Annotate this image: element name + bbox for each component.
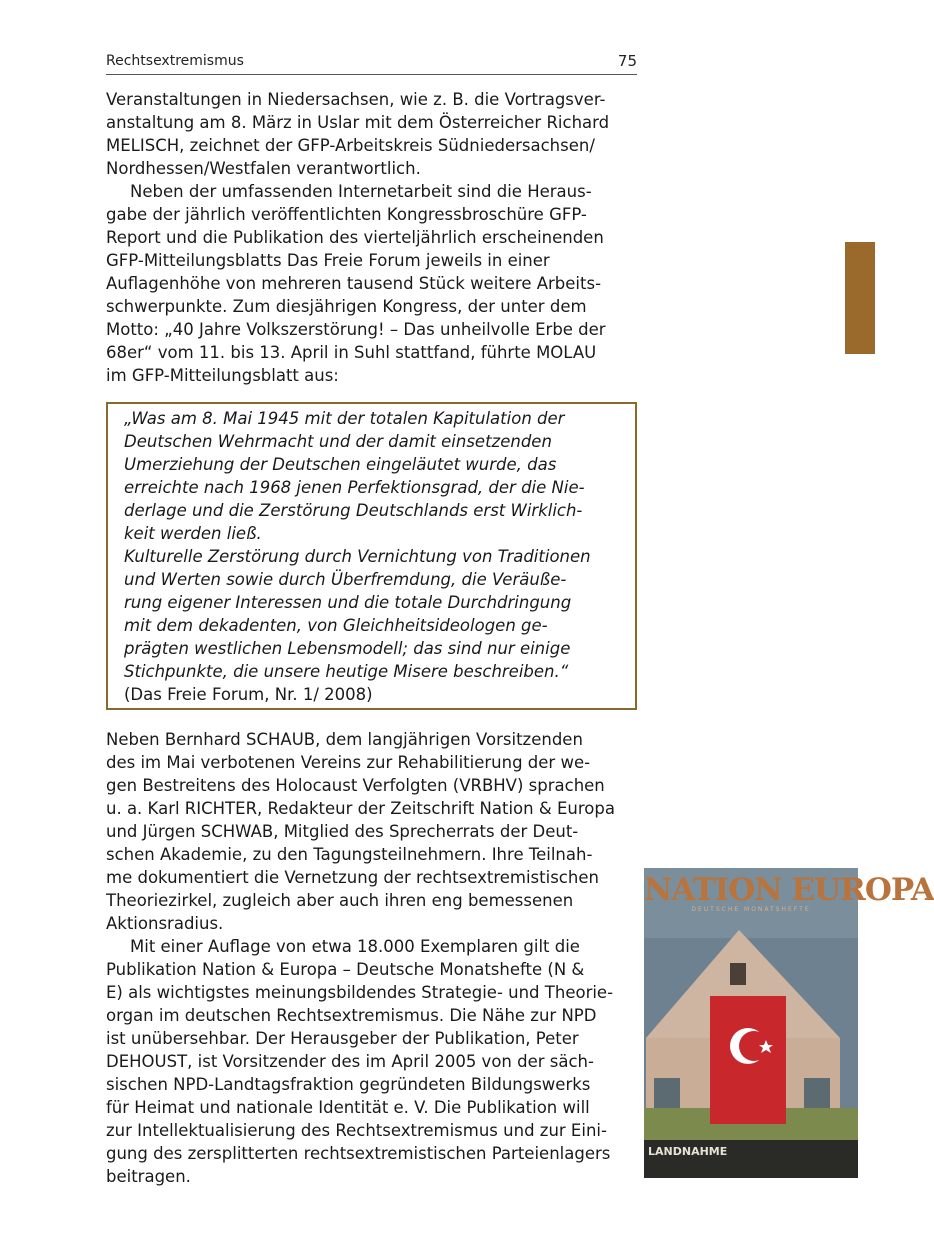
text-line: schen Akademie, zu den Tagungsteilnehmern. Ihre Teilnah- — [106, 845, 593, 864]
text-line: gen Bestreitens des Holocaust Verfolgten (VRBHV) sprachen — [106, 776, 605, 795]
quote-line: „Was am 8. Mai 1945 mit der totalen Kapitulation der — [124, 409, 565, 428]
text-line: gung des zersplitterten rechtsextremistischen Parteienlagers — [106, 1144, 611, 1163]
running-title: Rechtsextremismus — [106, 53, 244, 69]
magazine-cover-image — [644, 868, 934, 1178]
cover-caption: LANDNAHME — [648, 1145, 728, 1158]
paragraph-top — [106, 88, 637, 387]
quote-line: derlage und die Zerstörung Deutschlands erst Wirklich- — [124, 501, 583, 520]
text-line: Mit einer Auflage von etwa 18.000 Exemplaren gilt die — [130, 937, 580, 956]
text-line: Neben der umfassenden Internetarbeit sind die Heraus- — [130, 182, 592, 201]
text-line: anstaltung am 8. März in Uslar mit dem Österreicher Richard — [106, 113, 610, 132]
text-line: des im Mai verbotenen Vereins zur Rehabilitierung der we- — [106, 753, 591, 772]
cover-illustration — [644, 868, 934, 1178]
quote-box — [106, 402, 637, 710]
text-line: schwerpunkte. Zum diesjährigen Kongress, der unter dem — [106, 297, 587, 316]
text-line: sischen NPD-Landtagsfraktion gegründeten Bildungswerks — [106, 1075, 591, 1094]
cover-subtitle: DEUTSCHE MONATSHEFTE — [691, 906, 811, 913]
quote-line: erreichte nach 1968 jenen Perfektionsgrad, der die Nie- — [124, 478, 585, 497]
text-line: E) als wichtigstes meinungsbildendes Strategie- und Theorie- — [106, 983, 614, 1002]
quote-line: keit werden ließ. — [124, 524, 262, 543]
text-line: beitragen. — [106, 1167, 191, 1186]
quote-line: Stichpunkte, die unsere heutige Misere beschreiben.“ — [124, 662, 569, 681]
text-line: me dokumentiert die Vernetzung der rechtsextremistischen — [106, 868, 599, 887]
text-line: Aktionsradius. — [106, 914, 224, 933]
paragraph-bottom — [106, 728, 637, 1188]
text-line: Veranstaltungen in Niedersachsen, wie z. B. die Vortragsver- — [106, 90, 606, 109]
text-line: im GFP-Mitteilungsblatt aus: — [106, 366, 339, 385]
text-line: DEHOUST, ist Vorsitzender des im April 2005 von der säch- — [106, 1052, 594, 1071]
text-line: ist unübersehbar. Der Herausgeber der Publikation, Peter — [106, 1029, 579, 1048]
text-line: gabe der jährlich veröffentlichten Kongressbroschüre GFP- — [106, 205, 587, 224]
cover-title: NATION EUROPA — [644, 872, 934, 908]
text-line: Auflagenhöhe von mehreren tausend Stück weitere Arbeits- — [106, 274, 602, 293]
page-header — [106, 52, 637, 75]
chapter-thumb-tab — [845, 242, 875, 354]
text-line: 68er“ vom 11. bis 13. April in Suhl stattfand, führte MOLAU — [106, 343, 597, 362]
quote-source: (Das Freie Forum, Nr. 1/ 2008) — [124, 685, 373, 704]
text-line: Publikation Nation & Europa – Deutsche Monatshefte (N & — [106, 960, 585, 979]
quote-line: Deutschen Wehrmacht und der damit einsetzenden — [124, 432, 552, 451]
text-line: zur Intellektualisierung des Rechtsextremismus und zur Eini- — [106, 1121, 607, 1140]
blockquote — [124, 407, 629, 706]
quote-line: mit dem dekadenten, von Gleichheitsideologen ge- — [124, 616, 548, 635]
text-line: Nordhessen/Westfalen verantwortlich. — [106, 159, 421, 178]
quote-line: Kulturelle Zerstörung durch Vernichtung von Traditionen — [124, 547, 591, 566]
text-line: organ im deutschen Rechtsextremismus. Die Nähe zur NPD — [106, 1006, 597, 1025]
quote-line: und Werten sowie durch Überfremdung, die Veräuße- — [124, 570, 567, 589]
text-line: Motto: „40 Jahre Volkszerstörung! – Das unheilvolle Erbe der — [106, 320, 606, 339]
text-line: für Heimat und nationale Identität e. V. Die Publikation will — [106, 1098, 590, 1117]
text-line: MELISCH, zeichnet der GFP-Arbeitskreis Südniedersachsen/ — [106, 136, 595, 155]
quote-line: rung eigener Interessen und die totale Durchdringung — [124, 593, 572, 612]
page-number: 75 — [617, 52, 637, 70]
text-line: Theoriezirkel, zugleich aber auch ihren eng bemessenen — [106, 891, 574, 910]
quote-line: Umerziehung der Deutschen eingeläutet wurde, das — [124, 455, 557, 474]
quote-line: prägten westlichen Lebensmodell; das sind nur einige — [124, 639, 571, 658]
text-line: und Jürgen SCHWAB, Mitglied des Sprecherrats der Deut- — [106, 822, 579, 841]
text-line: GFP-Mitteilungsblatts Das Freie Forum jeweils in einer — [106, 251, 550, 270]
text-line: u. a. Karl RICHTER, Redakteur der Zeitschrift Nation & Europa — [106, 799, 615, 818]
text-line: Neben Bernhard SCHAUB, dem langjährigen Vorsitzenden — [106, 730, 583, 749]
text-line: Report und die Publikation des vierteljährlich erscheinenden — [106, 228, 604, 247]
